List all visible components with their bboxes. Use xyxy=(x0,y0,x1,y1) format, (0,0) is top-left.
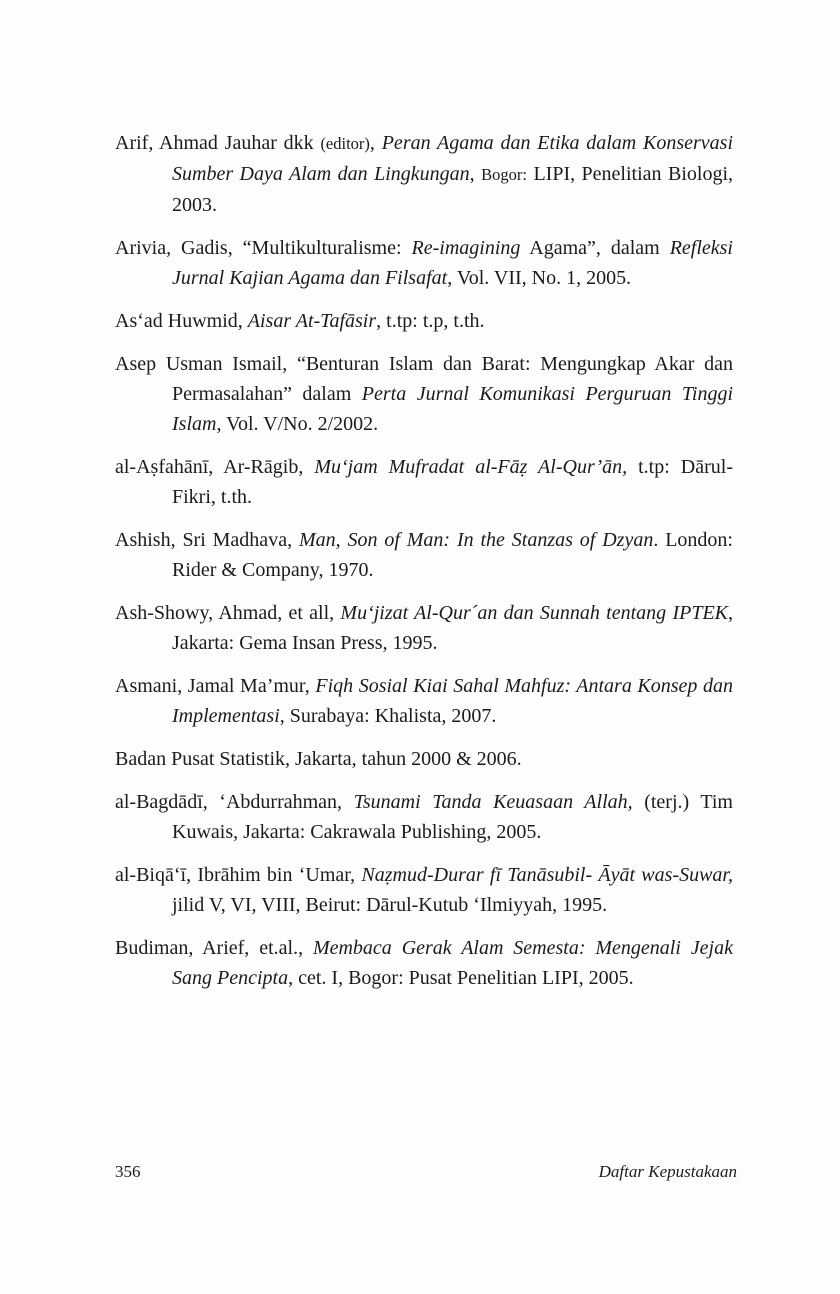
text-segment: , Surabaya: Khalista, 2007. xyxy=(279,705,497,727)
bibliography-entry xyxy=(115,744,733,774)
text-segment: (editor) xyxy=(320,134,370,153)
text-segment: Arif, Ahmad Jauhar dkk xyxy=(115,132,321,154)
bibliography-entry xyxy=(115,349,733,439)
text-segment: As‘ad Huwmid, xyxy=(115,310,248,332)
text-segment: (terj.) Tim Kuwais, Jakarta: Cakrawala Publishing, 2005. xyxy=(172,791,733,843)
text-segment: al-Bagdādī, ‘Abdurrahman, xyxy=(115,791,354,813)
text-segment: Arivia, Gadis, “Multikulturalisme: xyxy=(115,237,412,259)
title-segment: Mu‘jizat Al-Qur´an dan Sunnah tentang IPTEK xyxy=(340,602,728,624)
text-segment: , xyxy=(469,163,482,185)
text-segment: Ashish, Sri Madhava, xyxy=(115,529,299,551)
title-segment: Fiqh Sosial Kiai Sahal Mahfuz: Antara Konsep dan Implementasi xyxy=(172,675,733,727)
text-segment: . London: Rider & Company, 1970. xyxy=(172,529,733,581)
text-segment: , Vol. V/No. 2/2002. xyxy=(216,413,379,435)
text-segment: al-Biqā‘ī, Ibrāhim bin ‘Umar, xyxy=(115,864,362,886)
text-segment: Agama”, dalam xyxy=(520,237,670,259)
text-segment: t.tp: Dārul-Fikri, t.th. xyxy=(172,456,733,508)
title-segment: Membaca Gerak Alam Semesta: Mengenali Jejak Sang Pencipta xyxy=(172,937,733,989)
text-segment: Asep Usman Ismail, “Benturan Islam dan Barat: Mengungkap Akar dan Permasalahan” dalam xyxy=(115,353,733,405)
text-segment: , t.tp: t.p, t.th. xyxy=(376,310,485,332)
title-segment: Naẓmud-Durar fī Tanāsubil- Āyāt was-Suwar, xyxy=(361,864,733,886)
bibliography-entry xyxy=(115,233,733,293)
title-segment: Man, Son of Man: In the Stanzas of Dzyan xyxy=(298,529,654,551)
bibliography-entry xyxy=(115,452,733,512)
text-segment: jilid V, VI, VIII, Beirut: Dārul-Kutub ‘Ilmiyyah, 1995. xyxy=(172,894,608,916)
title-segment: Aisar At-Tafāsir xyxy=(247,310,377,332)
text-segment: Asmani, Jamal Ma’mur, xyxy=(115,675,316,697)
page-footer xyxy=(115,1162,737,1182)
text-segment: al-Aṣfahānī, Ar-Rāgib, xyxy=(115,456,315,478)
bibliography-entry xyxy=(115,787,733,847)
bibliography-entry xyxy=(115,598,733,658)
text-segment: , Jakarta: Gema Insan Press, 1995. xyxy=(172,602,733,654)
text-segment: , cet. I, Bogor: Pusat Penelitian LIPI, 2005. xyxy=(288,967,634,989)
bibliography-entry xyxy=(115,671,733,731)
bibliography-entry xyxy=(115,306,733,336)
text-segment: , Vol. VII, No. 1, 2005. xyxy=(447,267,632,289)
text-segment: Ash-Showy, Ahmad, et all, xyxy=(115,602,341,624)
bibliography-entry xyxy=(115,525,733,585)
page-number: 356 xyxy=(115,1162,141,1181)
bibliography-list xyxy=(115,128,733,1006)
title-segment: Mu‘jam Mufradat al-Fāẓ Al-Qur’ān, xyxy=(314,456,628,478)
text-segment: Budiman, Arief, et.al., xyxy=(115,937,313,959)
text-segment: Badan Pusat Statistik, Jakarta, tahun 2000 & 2006. xyxy=(115,748,522,770)
title-segment: Refleksi Jurnal Kajian Agama dan Filsafat xyxy=(172,237,733,289)
title-segment: Peran Agama dan Etika dalam Konservasi Sumber Daya Alam dan Lingkungan xyxy=(172,132,734,185)
title-segment: Tsunami Tanda Keuasaan Allah, xyxy=(353,791,633,813)
running-footer: Daftar Kepustakaan xyxy=(598,1162,737,1181)
text-segment: LIPI, Penelitian Biologi, 2003. xyxy=(172,163,734,216)
bibliography-entry xyxy=(115,128,733,220)
bibliography-entry xyxy=(115,860,733,920)
bibliography-entry xyxy=(115,933,733,993)
text-segment: Bogor: xyxy=(481,165,527,184)
title-segment: Re-imagining xyxy=(411,237,521,259)
title-segment: Perta Jurnal Komunikasi Perguruan Tinggi Islam xyxy=(172,383,734,435)
text-segment: , xyxy=(369,132,382,154)
